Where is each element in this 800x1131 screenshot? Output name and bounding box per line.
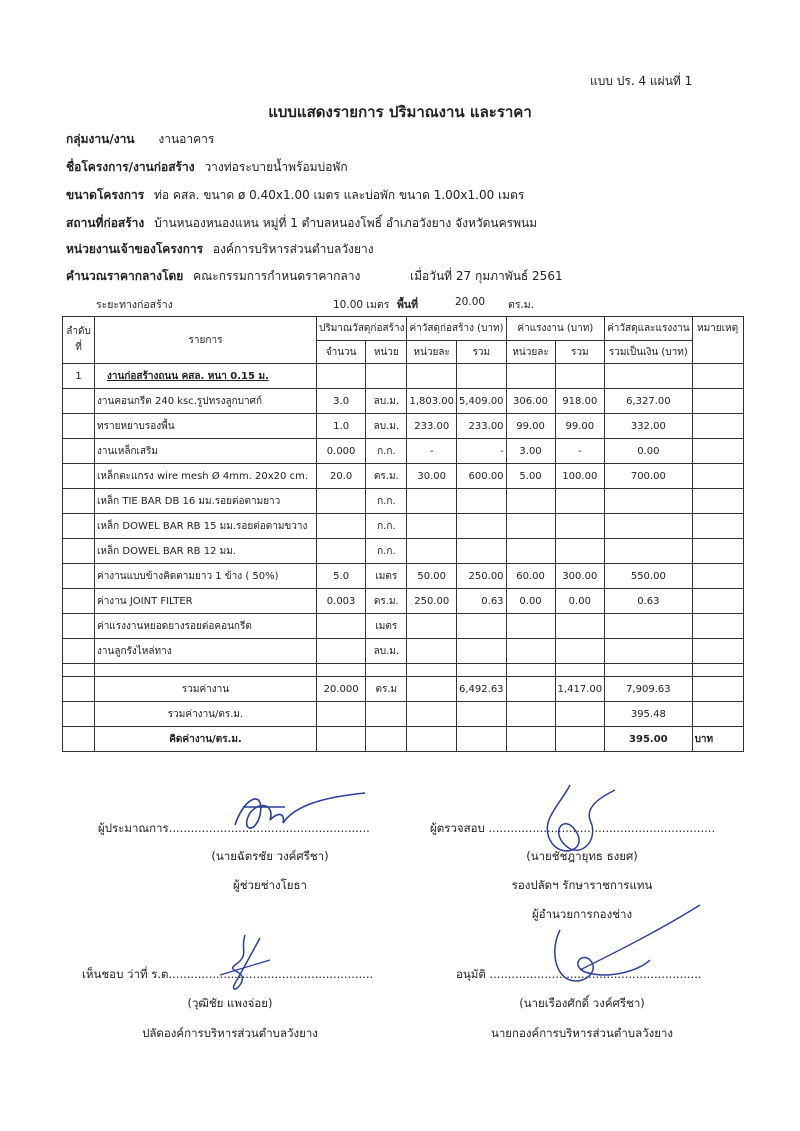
row-item: งานคอนกรีต 240 ksc.รูปทรงลูกบาศก์ <box>95 389 317 414</box>
row-mat-sum <box>457 614 507 639</box>
row-item: เหล็กตะแกรง wire mesh Ø 4mm. 20x20 cm. <box>95 464 317 489</box>
row-unit: ตร.ม. <box>366 464 407 489</box>
row-mat-unit: - <box>407 439 457 464</box>
size-value: ท่อ คสล. ขนาด ø 0.40x1.00 เมตร และบ่อพัก ขนาด 1.00x1.00 เมตร <box>154 188 525 202</box>
row-lab-sum: 918.00 <box>555 389 605 414</box>
row-mat-unit <box>407 639 457 664</box>
row-mat-unit: 30.00 <box>407 464 457 489</box>
header-material-qty: ปริมาณวัสดุก่อสร้าง <box>317 317 407 341</box>
distance-label: ระยะทางก่อสร้าง <box>96 299 173 311</box>
row-unit: ก.ก. <box>366 439 407 464</box>
header-qty: จำนวน <box>317 341 366 364</box>
site-value: บ้านหนองหนองแหน หมู่ที่ 1 ตำบลหนองโพธิ์ อำเภอวังยาง จังหวัดนครพนม <box>154 216 538 230</box>
estimator-title: ผู้ช่วยช่างโยธา <box>232 878 307 892</box>
row-item: เหล็ก TIE BAR DB 16 มม.รอยต่อตามยาว <box>95 489 317 514</box>
summary-per-sqm-label: รวมค่างาน/ตร.ม. <box>95 702 317 727</box>
row-lab-unit <box>506 614 555 639</box>
approve-name: (นายเรืองศักดิ์ วงค์ศรีชา) <box>519 996 645 1010</box>
summary-total-all: 7,909.63 <box>605 677 693 702</box>
row-qty <box>317 539 366 564</box>
agree-signature <box>215 930 275 1000</box>
site-label: สถานที่ก่อสร้าง <box>66 216 145 230</box>
approve-line: อนุมัติ .......................................................... <box>456 967 702 981</box>
row-qty <box>317 514 366 539</box>
row-total: 550.00 <box>605 564 693 589</box>
table-row <box>63 539 744 564</box>
checker-name: (นายชัชฎายุทธ ธงยศ) <box>526 849 638 863</box>
agree-line: เห็นชอบ ว่าที่ ร.ต........................................................ <box>82 967 374 981</box>
summary-total-qty: 20.000 <box>317 677 366 702</box>
row-total <box>605 514 693 539</box>
summary-total-lab: 1,417.00 <box>555 677 605 702</box>
row-lab-unit: 0.00 <box>506 589 555 614</box>
table-row <box>63 439 744 464</box>
row-item: เหล็ก DOWEL BAR RB 15 มม.รอยต่อตามขวาง <box>95 514 317 539</box>
summary-final-unit: บาท <box>692 727 743 752</box>
header-labor-per-unit: หน่วยละ <box>506 341 555 364</box>
row-total <box>605 614 693 639</box>
row-lab-sum <box>555 614 605 639</box>
row-mat-unit: 250.00 <box>407 589 457 614</box>
row-qty: 0.000 <box>317 439 366 464</box>
checker-title2: ผู้อำนวยการกองช่าง <box>531 907 633 921</box>
row-total <box>605 539 693 564</box>
row-lab-sum <box>555 539 605 564</box>
row-lab-sum: - <box>555 439 605 464</box>
row-item: ค่างาน JOINT FILTER <box>95 589 317 614</box>
header-unit: หน่วย <box>366 341 407 364</box>
summary-total-mat: 6,492.63 <box>457 677 507 702</box>
summary-per-sqm-value: 395.48 <box>605 702 693 727</box>
row-mat-unit: 1,803.00 <box>407 389 457 414</box>
row-lab-unit <box>506 639 555 664</box>
row-lab-sum: 0.00 <box>555 589 605 614</box>
row-mat-sum <box>457 514 507 539</box>
row-unit: เมตร <box>366 614 407 639</box>
estimator-line: ผู้ประมาณการ....................................................... <box>98 821 370 835</box>
agree-title: ปลัดองค์การบริหารส่วนตำบลวังยาง <box>142 1026 318 1040</box>
row-mat-unit <box>407 614 457 639</box>
header-seq: ลำดับ ที่ <box>63 317 95 364</box>
row-mat-sum: 5,409.00 <box>457 389 507 414</box>
row-unit: ลบ.ม. <box>366 389 407 414</box>
table-row <box>63 464 744 489</box>
estimator-label: ผู้ประมาณการ <box>98 821 169 835</box>
summary-final-label: คิดค่างาน/ตร.ม. <box>95 727 317 752</box>
row-total: 332.00 <box>605 414 693 439</box>
row-total: 6,327.00 <box>605 389 693 414</box>
form-number: แบบ ปร. 4 แผ่นที่ 1 <box>590 74 693 88</box>
row-lab-unit: 5.00 <box>506 464 555 489</box>
row-qty <box>317 614 366 639</box>
approve-label: อนุมัติ <box>456 967 486 981</box>
checker-line: ผู้ตรวจสอบ .............................................................. <box>430 821 716 835</box>
item-rows <box>63 389 744 664</box>
row-unit: ลบ.ม. <box>366 414 407 439</box>
row-qty: 0.003 <box>317 589 366 614</box>
row-total: 0.00 <box>605 439 693 464</box>
agree-name: (วุฒิชัย แพงจ่อย) <box>187 996 273 1010</box>
header-total-money: รวมเป็นเงิน (บาท) <box>605 341 693 364</box>
info-calc <box>66 267 360 286</box>
row-total: 700.00 <box>605 464 693 489</box>
row-mat-sum: 0.63 <box>457 589 507 614</box>
table-row <box>63 414 744 439</box>
row-qty: 1.0 <box>317 414 366 439</box>
row-item: งานลูกรังไหล่ทาง <box>95 639 317 664</box>
row-mat-sum: - <box>457 439 507 464</box>
row-unit: ตร.ม. <box>366 589 407 614</box>
group-value: งานอาคาร <box>158 132 215 146</box>
estimator-signature <box>225 785 375 845</box>
header-total: ค่าวัสดุและแรงงาน <box>605 317 693 341</box>
row-item: งานเหล็กเสริม <box>95 439 317 464</box>
header-per-unit: หน่วยละ <box>407 341 457 364</box>
area-label: พื้นที่ <box>397 299 419 311</box>
table-row <box>63 389 744 414</box>
page-title: แบบแสดงรายการ ปริมาณงาน และราคา <box>268 103 532 121</box>
row-mat-unit <box>407 489 457 514</box>
info-size <box>66 186 524 205</box>
row-lab-sum <box>555 514 605 539</box>
row-mat-sum: 233.00 <box>457 414 507 439</box>
checker-title: รองปลัดฯ รักษาราชการแทน <box>511 878 653 892</box>
row-lab-unit: 60.00 <box>506 564 555 589</box>
row-mat-sum: 250.00 <box>457 564 507 589</box>
table-row <box>63 514 744 539</box>
row-total <box>605 489 693 514</box>
row-mat-sum <box>457 539 507 564</box>
info-owner <box>66 240 374 259</box>
owner-label: หน่วยงานเจ้าของโครงการ <box>66 242 204 256</box>
row-mat-unit <box>407 539 457 564</box>
row-qty <box>317 489 366 514</box>
row-unit: ก.ก. <box>366 539 407 564</box>
row-mat-sum: 600.00 <box>457 464 507 489</box>
summary-total-unit: ตร.ม <box>366 677 407 702</box>
row-item: ทรายหยาบรองพื้น <box>95 414 317 439</box>
row-lab-unit: 3.00 <box>506 439 555 464</box>
row-qty: 3.0 <box>317 389 366 414</box>
boq-table <box>62 316 744 752</box>
info-site <box>66 214 537 233</box>
calc-date: เมื่อวันที่ 27 กุมภาพันธ์ 2561 <box>410 269 563 283</box>
header-labor-sum: รวม <box>555 341 605 364</box>
row-lab-unit <box>506 489 555 514</box>
row-unit: เมตร <box>366 564 407 589</box>
row-item: ค่าแรงงานหยอดยางรอยต่อคอนกรีต <box>95 614 317 639</box>
header-labor-cost: ค่าแรงงาน (บาท) <box>506 317 605 341</box>
calc-label: คำนวณราคากลางโดย <box>66 269 184 283</box>
row-qty: 5.0 <box>317 564 366 589</box>
project-label: ชื่อโครงการ/งานก่อสร้าง <box>66 160 195 174</box>
info-project <box>66 158 348 177</box>
checker-label: ผู้ตรวจสอบ <box>430 821 485 835</box>
row-lab-sum <box>555 489 605 514</box>
row-total <box>605 639 693 664</box>
group-label: กลุ่มงาน/งาน <box>66 132 135 146</box>
row-unit: ก.ก. <box>366 489 407 514</box>
area-unit: ตร.ม. <box>508 299 535 311</box>
header-remark: หมายเหตุ <box>692 317 743 364</box>
row-unit: ลบ.ม. <box>366 639 407 664</box>
distance-value: 10.00 เมตร <box>333 299 390 311</box>
row-mat-sum <box>457 489 507 514</box>
info-group <box>66 130 214 149</box>
header-item: รายการ <box>95 317 317 364</box>
row-lab-unit <box>506 514 555 539</box>
table-row <box>63 564 744 589</box>
owner-value: องค์การบริหารส่วนตำบลวังยาง <box>212 242 374 256</box>
summary-final-value: 395.00 <box>605 727 693 752</box>
row-mat-unit: 50.00 <box>407 564 457 589</box>
calc-value: คณะกรรมการกำหนดราคากลาง <box>193 269 361 283</box>
checker-signature <box>520 780 620 870</box>
row-qty <box>317 639 366 664</box>
row-lab-sum: 100.00 <box>555 464 605 489</box>
size-label: ขนาดโครงการ <box>66 188 145 202</box>
row-lab-sum <box>555 639 605 664</box>
row-lab-unit: 306.00 <box>506 389 555 414</box>
table-row <box>63 589 744 614</box>
summary-total-label: รวมค่างาน <box>95 677 317 702</box>
estimator-name: (นายฉัตรชัย วงค์ศรีชา) <box>211 849 329 863</box>
section-name: งานก่อสร้างถนน คสล. หนา 0.15 ม. <box>107 370 269 382</box>
row-mat-unit: 233.00 <box>407 414 457 439</box>
row-unit: ก.ก. <box>366 514 407 539</box>
row-lab-unit <box>506 539 555 564</box>
table-row <box>63 639 744 664</box>
row-item: เหล็ก DOWEL BAR RB 12 มม. <box>95 539 317 564</box>
row-mat-sum <box>457 639 507 664</box>
row-qty: 20.0 <box>317 464 366 489</box>
row-item: ค่างานแบบข้างคิดตามยาว 1 ข้าง ( 50%) <box>95 564 317 589</box>
approve-signature <box>540 900 710 1000</box>
section-no: 1 <box>63 364 95 389</box>
approve-title: นายกองค์การบริหารส่วนตำบลวังยาง <box>490 1026 674 1040</box>
table-row <box>63 614 744 639</box>
row-lab-sum: 300.00 <box>555 564 605 589</box>
row-mat-unit <box>407 514 457 539</box>
project-value: วางท่อระบายน้ำพร้อมบ่อพัก <box>204 160 348 174</box>
row-lab-unit: 99.00 <box>506 414 555 439</box>
header-sum: รวม <box>457 341 507 364</box>
header-material-cost: ค่าวัสดุก่อสร้าง (บาท) <box>407 317 506 341</box>
row-total: 0.63 <box>605 589 693 614</box>
agree-label: เห็นชอบ ว่าที่ ร.ต. <box>82 967 173 981</box>
area-value: 20.00 <box>455 296 486 308</box>
row-lab-sum: 99.00 <box>555 414 605 439</box>
table-row <box>63 489 744 514</box>
